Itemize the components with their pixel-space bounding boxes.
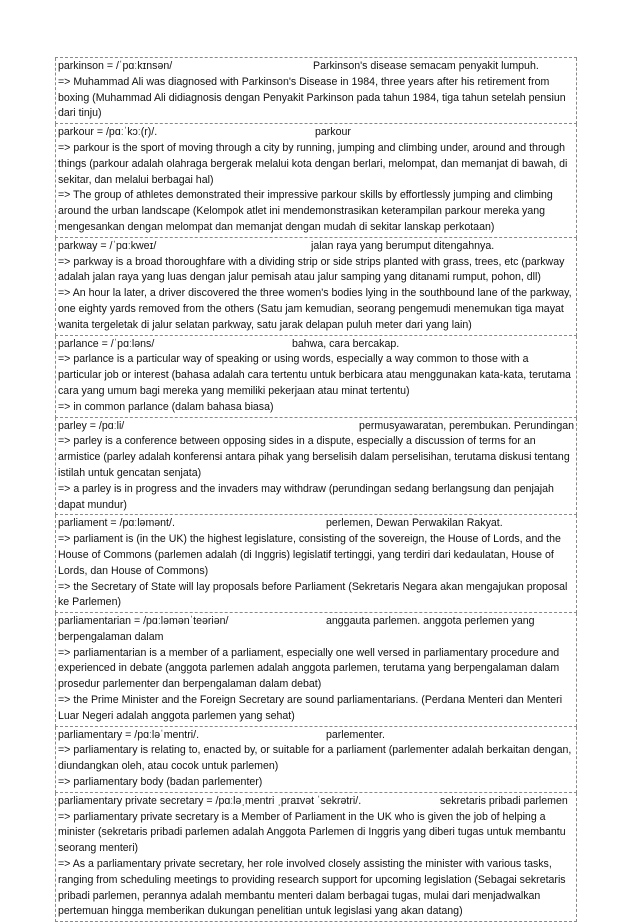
entry-example: => parley is a conference between opposing sides in a dispute, especially a discussion of terms for an armistice (parley adalah konferensi antara pihak yang berselisih dalam perselisihan, terutama diskusi tentang istilah untuk gencatan senjata) (58, 435, 570, 479)
entry-parliamentary (55, 727, 577, 793)
entry-heading (58, 794, 574, 810)
entry-meaning: parkour (315, 126, 351, 139)
entry-heading (58, 419, 574, 435)
entry-heading (58, 59, 574, 75)
entry-term: parlance = /ˈpɑːləns/ (58, 337, 155, 350)
entry-example: => Muhammad Ali was diagnosed with Parkinson's Disease in 1984, three years after his retirement from boxing (Muhammad Ali didiagnosis dengan Penyakit Parkinson pada tahun 1984, tiga tahun setelah pensiun dari tinju) (58, 75, 566, 120)
entry-parkinson (55, 58, 577, 124)
entry-term: parley = /pɑːli/ (58, 419, 125, 432)
entry-term: parliamentarian = /pɑːləmənˈteəriən/ (58, 615, 229, 628)
entry-term: parkour = /pɑːˈkɔː(r)/. (58, 126, 158, 139)
entry-parliamentarian (55, 613, 577, 727)
entry-term: parliament = /pɑːləmənt/. (58, 517, 175, 530)
entry-parliament (55, 515, 577, 613)
entry-example: => As a parliamentary private secretary, her role involved closely assisting the minister with various tasks, ranging from scheduling meetings to providing research support for upcoming legislation (Sebagai sekretaris pribadi parlemen, perannya adalah membantu menteri dalam berbagai tugas, mulai dari menjadwalkan pertemuan hingga memberikan dukungan penelitian untuk legislasi yang akan datang) (58, 858, 566, 918)
entry-term: parkinson = /ˈpɑːkɪnsən/ (58, 60, 173, 72)
entry-heading (58, 728, 574, 744)
entry-meaning: sekretaris pribadi parlemen (440, 794, 568, 807)
entry-term: parkway = /ˈpɑːkweɪ/ (58, 239, 157, 252)
entry-heading (58, 125, 574, 141)
entry-meaning: bahwa, cara bercakap. (292, 337, 400, 350)
entry-example: => An hour la later, a driver discovered the three women's bodies lying in the southbound lane of the parkway, one eighty yards removed from the others (Satu jam kemudian, seorang pengemudi menemukan tiga mayat wanita tergeletak di jalur selatan parkway, satu jarak delapan puluh meter dari yang lain) (58, 287, 572, 331)
entry-example: => parkour is the sport of moving through a city by running, jumping and climbing under, around and through things (parkour adalah olahraga bergerak melalui kota dengan berlari, melompat, dan memanjat di bawah, di sekitar, dan melalui berbagai hal) (58, 141, 568, 186)
entry-heading (58, 337, 574, 353)
entry-example: => parliamentary is relating to, enacted by, or suitable for a parliament (parlementer adalah berkaitan dengan, diundangkan oleh, atau cocok untuk parlemen) (58, 744, 572, 773)
entry-parley (55, 418, 577, 516)
entry-example: => parkway is a broad thoroughfare with a dividing strip or side strips planted with grass, trees, etc (parkway adalah jalan raya yang luas dengan jalur pemisah atau jalur samping yang ditanami rumput, pohon, dll) (58, 255, 565, 284)
entry-example: => parliamentary private secretary is a Member of Parliament in the UK who is given the job of helping a minister (sekretaris pribadi parlemen adalah Anggota Parlemen di Inggris yang diberi tugas untuk membantu seorang menteri) (58, 810, 566, 855)
entry-term: parliamentary private secretary = /pɑːləˌmentri ˌpraɪvət ˈsekrətri/. (58, 794, 362, 807)
entry-example: => parliamentary body (badan parlementer) (58, 776, 263, 789)
entry-meaning: perlemen, Dewan Perwakilan Rakyat. (326, 517, 503, 530)
entry-term: parliamentary = /pɑːləˈmentri/. (58, 728, 200, 741)
entry-example: => in common parlance (dalam bahasa biasa) (58, 400, 274, 413)
entry-example: => the Secretary of State will lay proposals before Parliament (Sekretaris Negara akan mengajukan proposal ke Parlemen) (58, 580, 568, 609)
entry-meaning: Parkinson's disease semacam penyakit lumpuh. (313, 60, 539, 72)
entry-example: => The group of athletes demonstrated their impressive parkour skills by effortlessly jumping and climbing around the urban landscape (Kelompok atlet ini mendemonstrasikan keterampilan parkour mereka yang mengesankan dengan melompat dan memanjat dengan mudah di sekitar lanskap perkotaan) (58, 189, 553, 233)
entry-example: => parliamentarian is a member of a parliament, especially one well versed in parliamentary procedure and experienced in debate (anggota parlemen adalah anggota parlemen, terutama yang berpengalaman dalam prosedur parlementer dan berpengalaman dalam debat) (58, 646, 560, 691)
entry-meaning: permusyawaratan, perembukan. Perundingan (359, 419, 574, 432)
entry-example: => the Prime Minister and the Foreign Secretary are sound parliamentarians. (Perdana Menteri dan Menteri Luar Negeri adalah anggota parlemen yang sehat) (58, 694, 563, 722)
entry-parlance (55, 336, 577, 418)
entry-heading (58, 516, 574, 532)
entry-heading (58, 614, 574, 646)
entry-meaning: parlementer. (326, 728, 385, 741)
entry-example: => parlance is a particular way of speaking or using words, especially a way common to those with a particular job or interest (bahasa adalah cara tertentu untuk berbicara atau menggunakan kata-kata, terutama cara yang umum bagi mereka yang memiliki pekerjaan atau minat tertentu) (58, 353, 571, 397)
entry-meaning: anggauta parlemen. anggota perlemen yang berpengalaman dalam (58, 615, 535, 643)
entry-example: => a parley is in progress and the invaders may withdraw (perundingan sedang berlangsung dan penjajah dapat mundur) (58, 482, 554, 511)
entry-parkway (55, 238, 577, 336)
entry-meaning: jalan raya yang berumput ditengahnya. (311, 239, 495, 252)
glossary-list (55, 57, 577, 922)
entry-heading (58, 239, 574, 255)
entry-example: => parliament is (in the UK) the highest legislature, consisting of the sovereign, the House of Lords, and the House of Commons (parlemen adalah (di Inggris) legislatif tertinggi, yang terdiri dari kedaulatan, House of Lords, dan House of Commons) (58, 533, 561, 577)
entry-parkour (55, 124, 577, 238)
